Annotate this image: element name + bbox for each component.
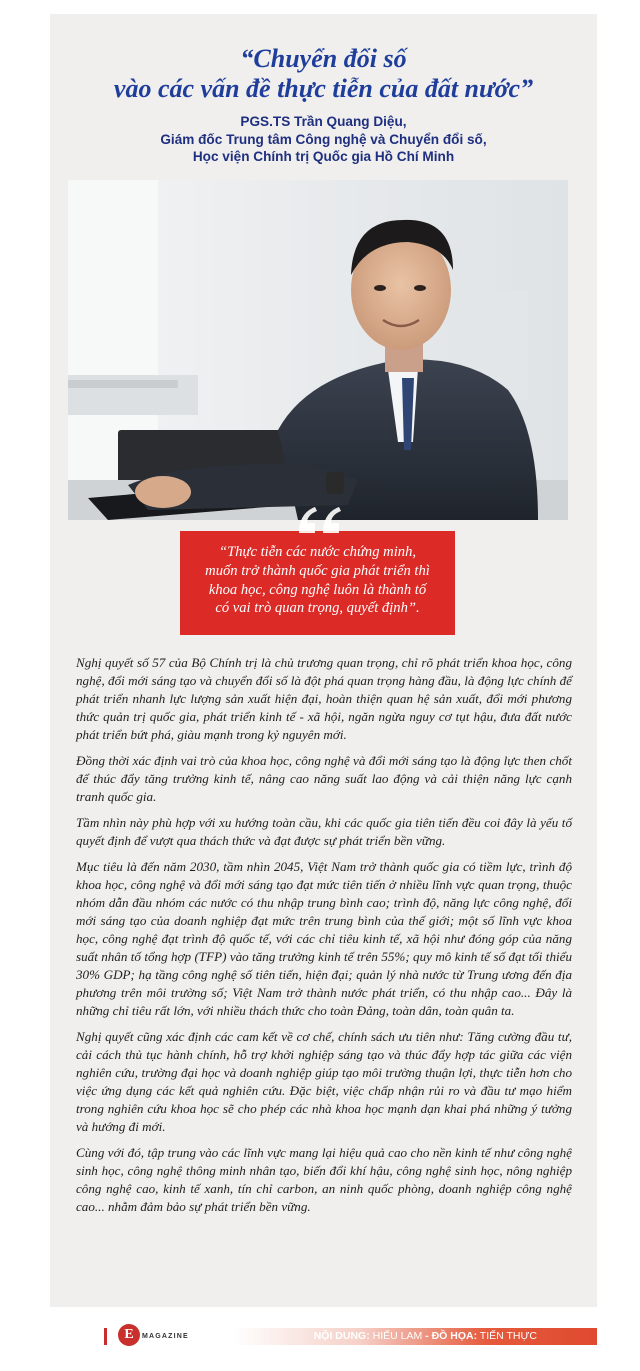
article-body [76,654,572,1224]
body-paragraph-2: Đồng thời xác định vai trò của khoa học, công nghệ và đổi mới sáng tạo là động lực then chốt để thúc đẩy tăng trưởng kinh tế, nâng cao năng suất lao động và cải thiện năng lực cạnh tranh quốc gia. [76,753,572,804]
logo-word: MAGAZINE [142,1333,189,1340]
quote-line-3: khoa học, công nghệ luôn là thành tố [208,581,427,598]
credits-bar [232,1328,597,1345]
author-organization: Học viện Chính trị Quốc gia Hồ Chí Minh [192,149,455,164]
pull-quote [180,531,455,635]
quote-line-1: “Thực tiễn các nước chứng minh, [218,544,417,560]
credits-text [314,1330,537,1342]
content-name: HIẾU LAM [372,1330,423,1342]
design-label: ĐỒ HỌA: [431,1330,478,1342]
quote-line-2: muốn trở thành quốc gia phát triển thì [205,562,430,579]
article-title [50,44,597,104]
author-byline [50,113,597,166]
body-paragraph-1: Nghị quyết số 57 của Bộ Chính trị là chủ trương quan trọng, chỉ rõ phát triển khoa học, công nghệ, đổi mới sáng tạo và chuyển đổi số là đột phá quan trọng hàng đầu, là động lực chính để phát triển nhanh lực lượng sản xuất hiện đại, hoàn thiện quan hệ sản xuất, đổi mới phương thức quản trị quốc gia, phát triển kinh tế - xã hội, ngăn ngừa nguy cơ tụt hậu, đưa đất nước phát triển bứt phá, giàu mạnh trong kỷ nguyên mới. [76,655,572,742]
author-position: Giám đốc Trung tâm Công nghệ và Chuyển đổi số, [160,131,487,147]
author-name: PGS.TS Trần Quang Diệu, [240,114,407,129]
body-paragraph-6: Cùng với đó, tập trung vào các lĩnh vực mang lại hiệu quả cao cho nền kinh tế như công nghệ sinh học, công nghệ thông minh nhân tạo, biến đổi khí hậu, công nghệ sinh học, nông nghiệp công nghệ cao, kinh tế xanh, tín chỉ carbon, an ninh quốc phòng, doanh nghiệp công nghệ cao... nhằm đảm bảo sự phát triển bền vững. [76,1145,572,1214]
content-label: NỘI DUNG: [313,1330,370,1342]
emagazine-logo [118,1324,228,1348]
quote-marks-icon [295,503,345,537]
logo-letter: E [118,1324,140,1346]
footer-accent-bar [104,1328,107,1345]
body-paragraph-5: Nghị quyết cũng xác định các cam kết về cơ chế, chính sách ưu tiên như: Tăng cường đầu tư, cải cách thủ tục hành chính, hỗ trợ khởi nghiệp sáng tạo và thúc đẩy hợp tác giữa các viện nghiên cứu, trường đại học và doanh nghiệp giúp tạo môi trường thuận lợi, thực tiễn hơn cho việc ứng dụng các kết quả nghiên cứu. Đặc biệt, việc chấp nhận rủi ro và đầu tư mạo hiểm trong nghiên cứu khoa học sẽ cho phép các nhà khoa học mạnh dạn khai phá những ý tưởng và hướng đi mới. [76,1029,572,1134]
quote-line-4: có vai trò quan trọng, quyết định”. [215,600,420,617]
title-line-1: “Chuyển đổi số [240,44,407,73]
credits-separator: - [425,1330,429,1342]
portrait-photo [68,180,568,520]
title-line-2: vào các vấn đề thực tiễn của đất nước” [113,74,534,103]
design-name: TIẾN THỰC [479,1330,537,1342]
body-paragraph-3: Tầm nhìn này phù hợp với xu hướng toàn cầu, khi các quốc gia tiên tiến đều coi đây là yếu tố quyết định để vượt qua thách thức và đạt được sự phát triển bền vững. [76,815,572,848]
body-paragraph-4: Mục tiêu là đến năm 2030, tầm nhìn 2045, Việt Nam trở thành quốc gia có tiềm lực, trình độ khoa học, công nghệ và đổi mới sáng tạo đạt mức tiên tiến ở nhiều lĩnh vực quan trọng, thuộc nhóm dẫn đầu nhóm các nước có thu nhập trung bình cao; trình độ, năng lực công nghệ, đổi mới sáng tạo của doanh nghiệp đạt mức trên trung bình của thế giới; một số lĩnh vực khoa học, công nghệ đạt trình độ quốc tế, với các chỉ tiêu kinh tế, xã hội như đóng góp của năng suất nhân tố tổng hợp (TFP) vào tăng trưởng kinh tế trên 55%; quy mô kinh tế số đạt tối thiểu 30% GDP; hạ tầng công nghệ số tiên tiến, hiện đại; quản lý nhà nước từ Trung ương đến địa phương trên môi trường số; Việt Nam trở thành nước phát triển, có thu nhập cao... Đây là những chỉ tiêu rất lớn, với nhiều thách thức cho toàn Đảng, toàn dân, toàn quân ta. [76,859,572,1018]
